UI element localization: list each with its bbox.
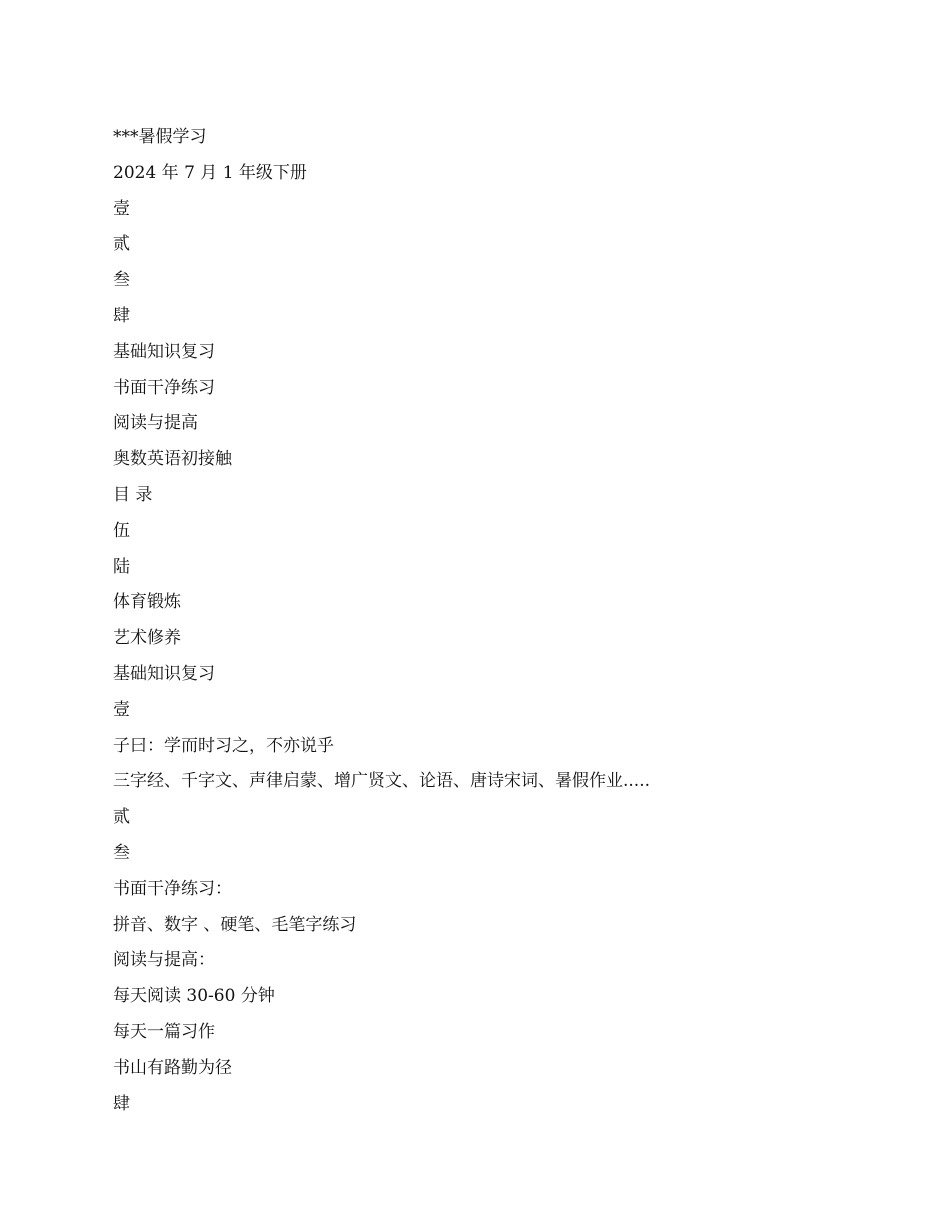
section-number-4: 肆 [113, 1093, 130, 1114]
section-number-1: 壹 [113, 699, 130, 720]
reading-list-line: 三字经、千字文、声律启蒙、增广贤文、论语、唐诗宋词、暑假作业..... [113, 771, 651, 792]
section-heading-neat-writing: 书面干净练习： [113, 878, 232, 899]
writing-practice-line: 拼音、数字 、硬笔、毛笔字练习 [113, 914, 357, 935]
section-heading-basic-review: 基础知识复习 [113, 663, 215, 684]
toc-item-reading: 阅读与提高 [113, 413, 198, 434]
toc-number-2: 贰 [113, 234, 130, 255]
toc-number-4: 肆 [113, 305, 130, 326]
toc-item-sports: 体育锻炼 [113, 592, 181, 613]
section-heading-reading: 阅读与提高： [113, 950, 215, 971]
toc-number-1: 壹 [113, 198, 130, 219]
section-number-3: 叁 [113, 842, 130, 863]
toc-heading: 目 录 [113, 484, 153, 505]
toc-number-6: 陆 [113, 556, 130, 577]
toc-item-math-english: 奥数英语初接触 [113, 449, 232, 470]
toc-number-5: 伍 [113, 520, 130, 541]
toc-item-arts: 艺术修养 [113, 628, 181, 649]
daily-essay-line: 每天一篇习作 [113, 1021, 215, 1042]
document-title: ***暑假学习 [113, 127, 207, 147]
toc-item-basic-review: 基础知识复习 [113, 341, 215, 362]
motto-line: 书山有路勤为径 [113, 1057, 232, 1078]
toc-item-neat-writing: 书面干净练习 [113, 377, 215, 398]
toc-number-3: 叁 [113, 270, 130, 291]
document-date-grade: 2024 年 7 月 1 年级下册 [113, 162, 307, 183]
quote-line: 子曰：学而时习之，不亦说乎 [113, 735, 334, 756]
document-page [113, 126, 893, 1128]
section-number-2: 贰 [113, 807, 130, 828]
daily-reading-line: 每天阅读 30-60 分钟 [113, 986, 275, 1007]
